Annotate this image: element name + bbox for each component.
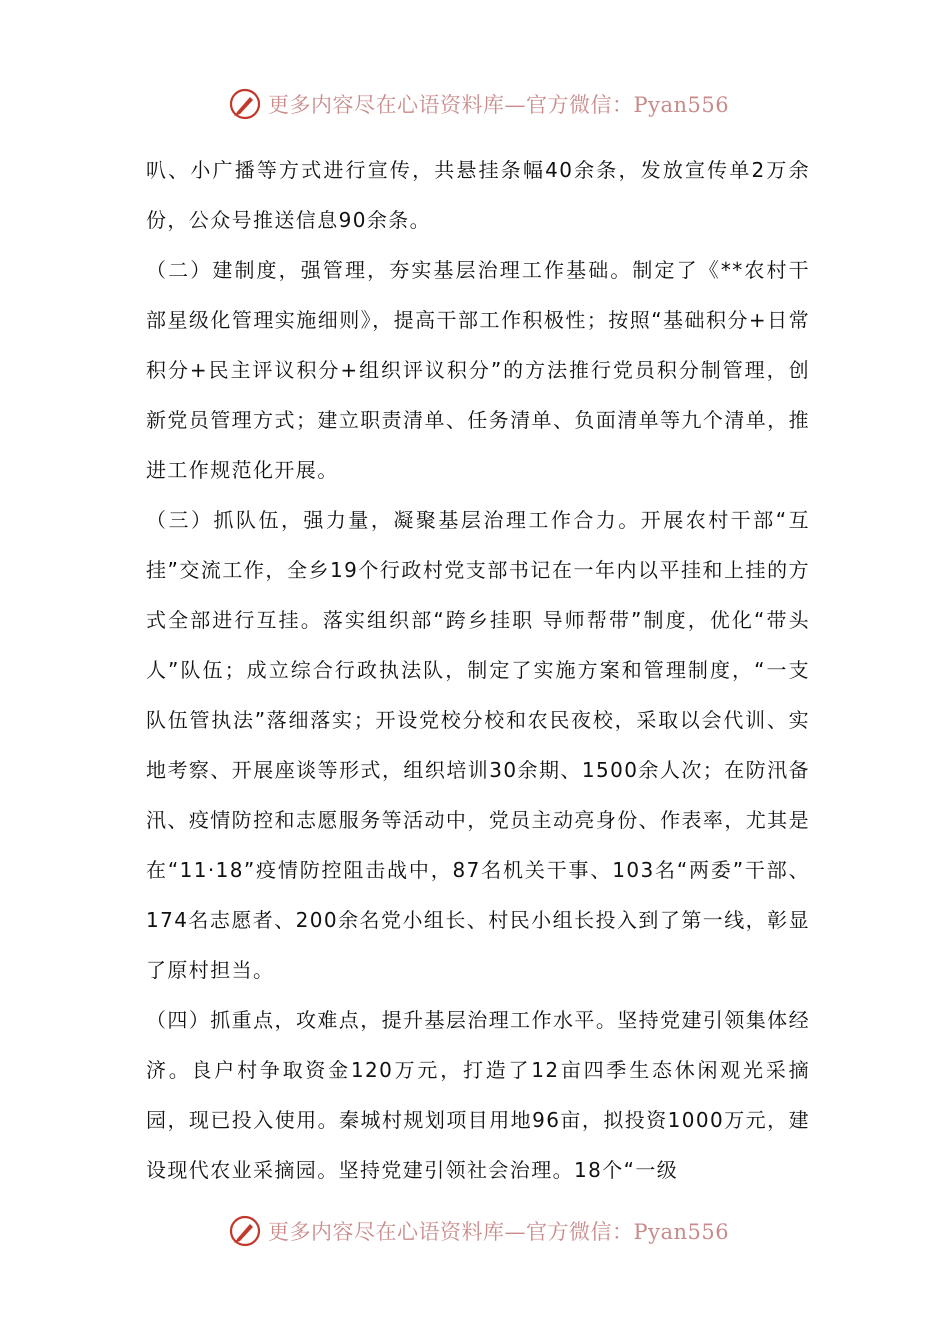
paragraph: 叭、小广播等方式进行宣传，共悬挂条幅40余条，发放宣传单2万余份，公众号推送信息90余条。	[146, 158, 810, 232]
watermark-text: 更多内容尽在心语资料库—官方微信：Pyan556	[268, 93, 730, 117]
paragraph: （三）抓队伍，强力量，凝聚基层治理工作合力。开展农村干部“互挂”交流工作，全乡19个行政村党支部书记在一年内以平挂和上挂的方式全部进行互挂。落实组织部“跨乡挂职 导师帮带”制度，优化“带头人”队伍；成立综合行政执法队，制定了实施方案和管理制度，“一支队伍管执法”落细落实；开设党校分校和农民夜校，采取以会代训、实地考察、开展座谈等形式，组织培训30余期、1500余人次；在防汛备汛、疫情防控和志愿服务等活动中，党员主动亮身份、作表率，尤其是在“11·18”疫情防控阻击战中，87名机关干事、103名“两委”干部、174名志愿者、200余名党小组长、村民小组长投入到了第一线，彰显了原村担当。	[146, 508, 810, 982]
footer-watermark	[228, 1211, 729, 1251]
header-watermark	[228, 84, 729, 124]
watermark-text: 更多内容尽在心语资料库—官方微信：Pyan556	[268, 1220, 730, 1244]
paragraph: （四）抓重点，攻难点，提升基层治理工作水平。坚持党建引领集体经济。良户村争取资金120万元，打造了12亩四季生态休闲观光采摘园，现已投入使用。秦城村规划项目用地96亩，拟投资1000万元，建设现代农业采摘园。坚持党建引领社会治理。18个“一级	[146, 1008, 810, 1182]
document-body	[146, 145, 810, 1195]
pen-logo-icon	[228, 87, 262, 121]
paragraph: （二）建制度，强管理，夯实基层治理工作基础。制定了《**农村干部星级化管理实施细则》，提高干部工作积极性；按照“基础积分+日常积分+民主评议积分+组织评议积分”的方法推行党员积分制管理，创新党员管理方式；建立职责清单、任务清单、负面清单等九个清单，推进工作规范化开展。	[146, 258, 810, 482]
pen-logo-icon	[228, 1214, 262, 1248]
